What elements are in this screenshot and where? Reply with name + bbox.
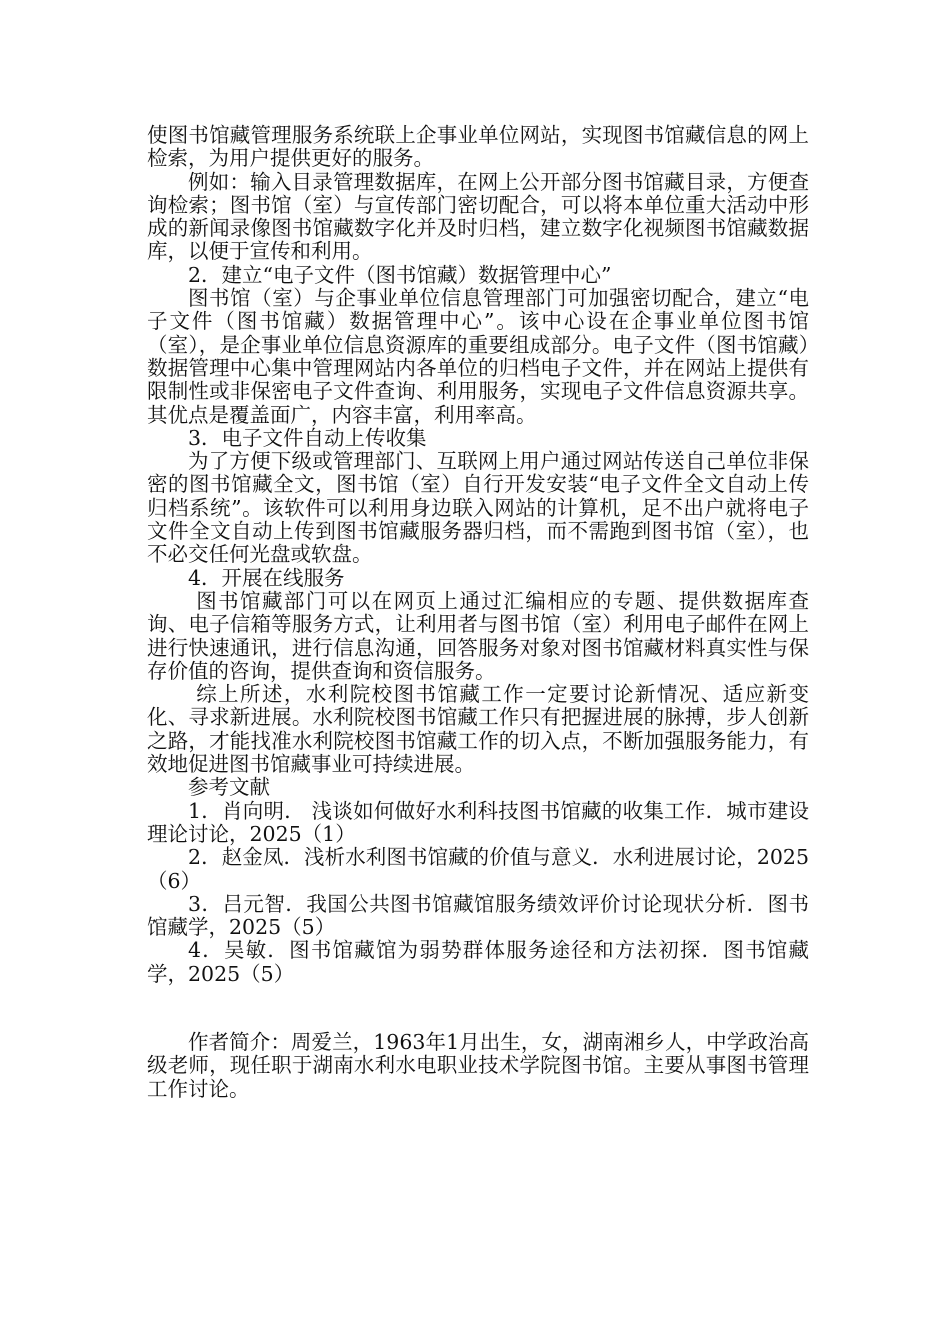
section-heading-4: 4．开展在线服务 bbox=[188, 565, 345, 590]
document-body bbox=[147, 124, 809, 1101]
paragraph-section-2: 图书馆（室）与企事业单位信息管理部门可加强密切配合，建立“电子文件（图书馆藏）数据管理中心”。该中心设在企事业单位图书馆（室），是企事业单位信息资源库的重要组成部分。电子文件（图书馆藏）数据管理中心集中管理网站内各单位的归档电子文件，并在网站上提供有限制性或非保密电子文件查询、利用服务，实现电子文件信息资源共享。其优点是覆盖面广，内容丰富，利用率高。 bbox=[147, 286, 809, 427]
reference-item-2: 2．赵金凤．浅析水利图书馆藏的价值与意义．水利进展讨论，2025（6） bbox=[147, 845, 809, 893]
paragraph-conclusion: 综上所述，水利院校图书馆藏工作一定要讨论新情况、适应新变化、寻求新进展。水利院校图书馆藏工作只有把握进展的脉搏，步人创新之路，才能找准水利院校图书馆藏工作的切入点，不断加强服务能力，有效地促进图书馆藏事业可持续进展。 bbox=[147, 682, 809, 777]
reference-item-1: 1．肖向明． 浅谈如何做好水利科技图书馆藏的收集工作．城市建设理论讨论，2025（1） bbox=[147, 798, 809, 846]
reference-item-3: 3．吕元智．我国公共图书馆藏馆服务绩效评价讨论现状分析．图书馆藏学，2025（5） bbox=[147, 891, 809, 940]
section-heading-2: 2．建立“电子文件（图书馆藏）数据管理中心” bbox=[188, 262, 612, 287]
paragraph-example: 例如：输入目录管理数据库，在网上公开部分图书馆藏目录，方便查询检索；图书馆（室）与宣传部门密切配合，可以将本单位重大活动中形成的新闻录像图书馆藏数字化并及时归档，建立数字化视频图书馆藏数据库，以便于宣传和利用。 bbox=[147, 169, 809, 264]
paragraph-section-3: 为了方便下级或管理部门、互联网上用户通过网站传送自己单位非保密的图书馆藏全文，图书馆（室）自行开发安装“电子文件全文自动上传归档系统”。该软件可以利用身边联入网站的计算机，足不出户就将电子文件全文自动上传到图书馆藏服务器归档，而不需跑到图书馆（室），也不必交任何光盘或软盘。 bbox=[147, 449, 809, 567]
references-heading: 参考文献 bbox=[188, 775, 270, 800]
paragraph-intro-continuation: 使图书馆藏管理服务系统联上企事业单位网站，实现图书馆藏信息的网上检索，为用户提供更好的服务。 bbox=[147, 123, 809, 171]
paragraph-section-4: 图书馆藏部门可以在网页上通过汇编相应的专题、提供数据库查询、电子信箱等服务方式，让利用者与图书馆（室）利用电子邮件在网上进行快速通讯，进行信息沟通，回答服务对象对图书馆藏材料真实性与保存价值的咨询，提供查询和资信服务。 bbox=[147, 588, 809, 683]
section-heading-3: 3．电子文件自动上传收集 bbox=[188, 425, 427, 450]
reference-item-4: 4．吴敏．图书馆藏馆为弱势群体服务途径和方法初探．图书馆藏学，2025（5） bbox=[147, 938, 809, 986]
author-bio: 作者简介：周爱兰，1963年1月出生，女，湖南湘乡人，中学政治高级老师，现任职于湖南水利水电职业技术学院图书馆。主要从事图书管理工作讨论。 bbox=[147, 1029, 809, 1101]
blank-spacer bbox=[147, 986, 809, 1031]
